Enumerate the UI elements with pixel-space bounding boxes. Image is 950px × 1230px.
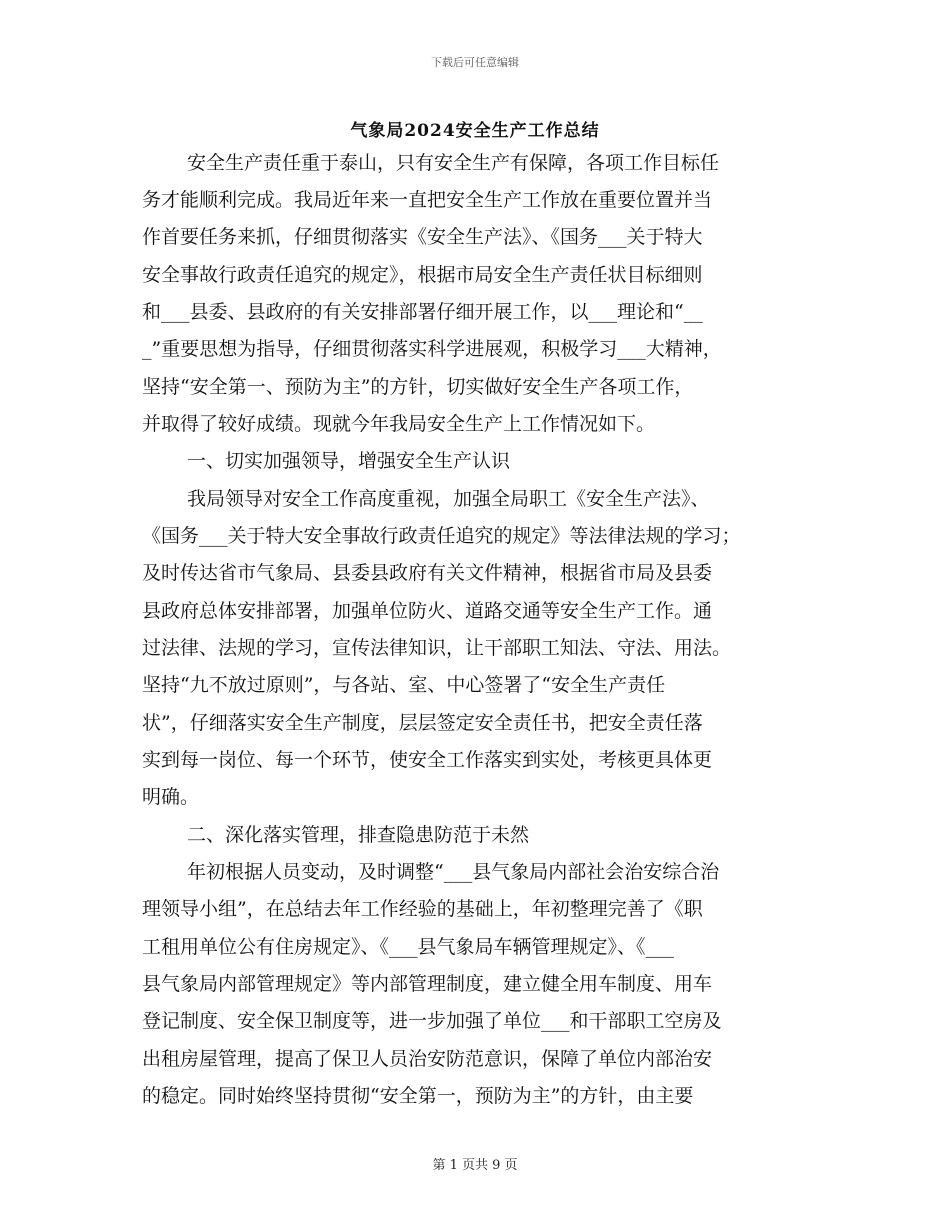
paragraph-line: 安全生产责任重于泰山，只有安全生产有保障，各项工作目标任	[187, 152, 720, 174]
paragraph-line: 务才能顺利完成。我局近年来一直把安全生产工作放在重要位置并当	[142, 189, 713, 211]
paragraph-line: 实到每一岗位、每一个环节，使安全工作落实到实处，考核更具体更	[142, 749, 713, 771]
paragraph-line: 登记制度、安全保卫制度等，进一步加强了单位___和干部职工空房及	[142, 1010, 722, 1032]
section-heading: 二、深化落实管理，排查隐患防范于未然	[187, 824, 530, 846]
paragraph-line: 过法律、法规的学习，宣传法律知识，让干部职工知法、守法、用法。	[142, 637, 732, 659]
paragraph-line: 和___县委、县政府的有关安排部署仔细开展工作，以___理论和“__	[142, 301, 703, 323]
paragraph-line: 我局领导对安全工作高度重视，加强全局职工《安全生产法》、	[187, 488, 710, 510]
paragraph-line: 县政府总体安排部署，加强单位防火、道路交通等安全生产工作。通	[142, 600, 713, 622]
paragraph-line: 坚持“安全第一、预防为主”的方针，切实做好安全生产各项工作，	[142, 376, 694, 398]
paragraph-line: 县气象局内部管理规定》等内部管理制度，建立健全用车制度、用车	[142, 973, 713, 995]
paragraph-line: 明确。	[142, 786, 200, 808]
paragraph-line: 安全事故行政责任追究的规定》，根据市局安全生产责任状目标细则	[142, 264, 703, 286]
page-footer: 第 1 页共 9 页	[432, 1158, 518, 1173]
document-title: 气象局2024安全生产工作总结	[350, 121, 600, 141]
paragraph-line: 理领导小组”，在总结去年工作经验的基础上，年初整理完善了《职	[142, 898, 703, 920]
paragraph-line: 并取得了较好成绩。现就今年我局安全生产上工作情况如下。	[142, 413, 656, 435]
paragraph-line: _”重要思想为指导，仔细贯彻落实科学进展观，积极学习___大精神，	[142, 338, 722, 360]
paragraph-line: 出租房屋管理，提高了保卫人员治安防范意识，保障了单位内部治安	[142, 1048, 713, 1070]
paragraph-line: 《国务___关于特大安全事故行政责任追究的规定》等法律法规的学习；	[142, 525, 741, 547]
section-heading: 一、切实加强领导，增强安全生产认识	[187, 450, 511, 472]
paragraph-line: 的稳定。同时始终坚持贯彻“安全第一，预防为主”的方针，由主要	[142, 1085, 694, 1107]
paragraph-line: 工租用单位公有住房规定》、《___县气象局车辆管理规定》、《___	[142, 936, 675, 958]
paragraph-line: 年初根据人员变动，及时调整“___县气象局内部社会治安综合治	[187, 861, 720, 883]
header-note: 下载后可任意编辑	[431, 56, 519, 69]
paragraph-line: 作首要任务来抓，仔细贯彻落实《安全生产法》、《国务___关于特大	[142, 226, 703, 248]
paragraph-line: 及时传达省市气象局、县委县政府有关文件精神，根据省市局及县委	[142, 562, 713, 584]
paragraph-line: 状”，仔细落实安全生产制度，层层签定安全责任书，把安全责任落	[142, 712, 703, 734]
paragraph-line: 坚持“九不放过原则”，与各站、室、中心签署了“安全生产责任	[142, 674, 666, 696]
